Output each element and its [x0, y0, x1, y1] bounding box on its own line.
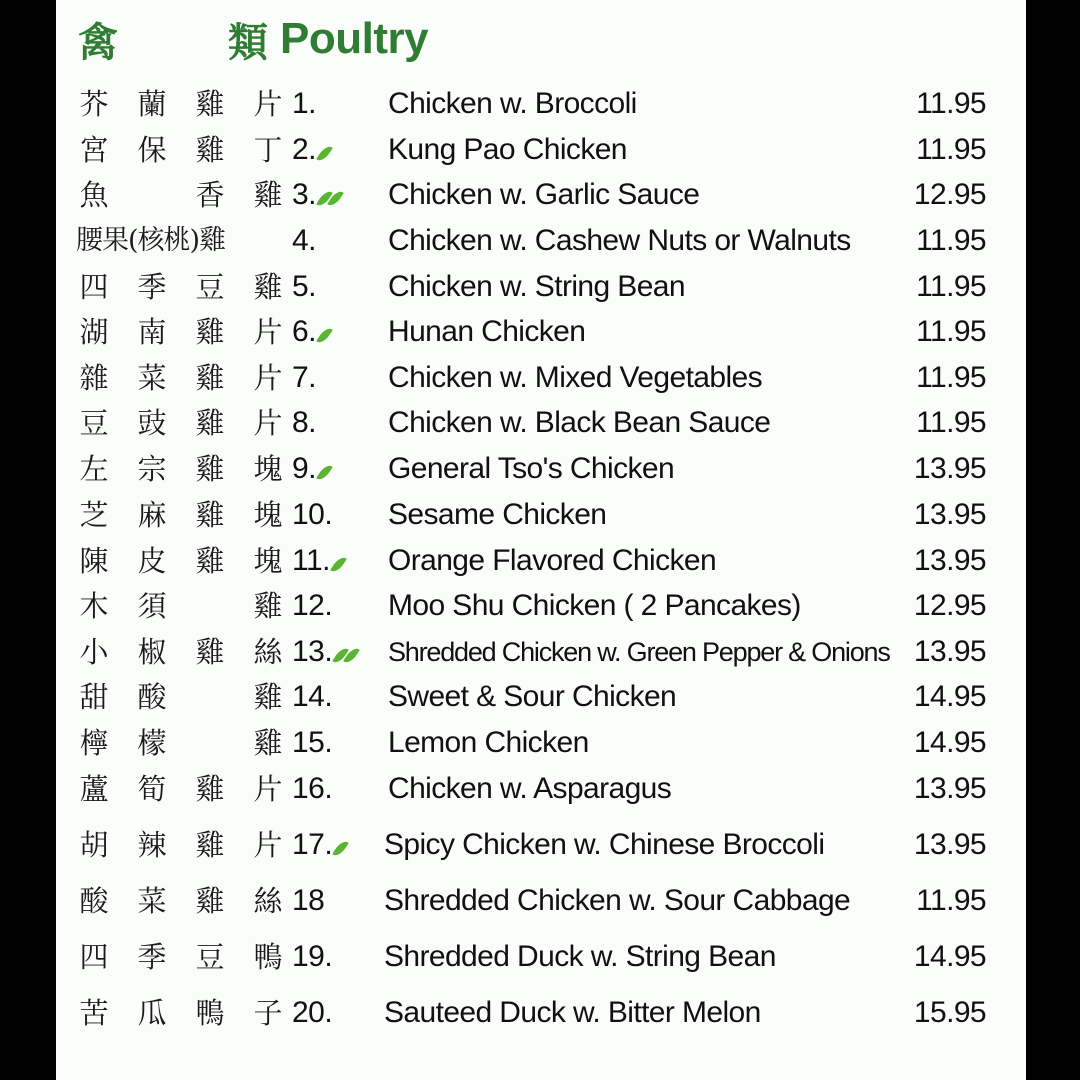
- zh-char: 菜: [137, 884, 167, 918]
- menu-item-zh-name: [76, 588, 286, 624]
- zh-char: 雞: [195, 544, 225, 578]
- zh-char: 鴨: [195, 996, 225, 1030]
- menu-item-row: [56, 584, 1026, 628]
- menu-item-number: [292, 358, 316, 398]
- zh-char: [192, 725, 228, 761]
- menu-item-row: [56, 721, 1026, 765]
- zh-char: 蘆: [79, 772, 109, 806]
- menu-item-row: [56, 879, 1026, 923]
- spicy-pepper-icon: [316, 463, 333, 480]
- menu-item-row: [56, 823, 1026, 867]
- menu-item-price: 15.95: [913, 996, 986, 1029]
- menu-item-row: [56, 82, 1026, 126]
- menu-item-row: [56, 265, 1026, 309]
- zh-char: 雞: [195, 452, 225, 486]
- zh-char: 芝: [79, 498, 109, 532]
- menu-item-name: Chicken w. Asparagus: [388, 772, 672, 805]
- zh-char: 木: [79, 589, 109, 623]
- menu-item-zh-name: [76, 995, 286, 1031]
- zh-char: 豆: [195, 940, 225, 974]
- menu-item-row: [56, 356, 1026, 400]
- menu-item-row: [56, 493, 1026, 537]
- menu-item-price: 13.95: [913, 498, 986, 531]
- menu-item-zh-name: [76, 132, 286, 168]
- menu-item-zh-name: [76, 451, 286, 487]
- menu-item-zh-name: [76, 314, 286, 350]
- zh-char: 雞: [253, 270, 283, 304]
- zh-char: 雞: [195, 635, 225, 669]
- menu-item-price: 11.95: [916, 315, 986, 348]
- menu-item-number: [292, 84, 316, 124]
- menu-item-name: Spicy Chicken w. Chinese Broccoli: [384, 828, 825, 861]
- zh-char: 雞: [253, 178, 283, 212]
- menu-item-name: Hunan Chicken: [388, 315, 586, 348]
- menu-item-number: [292, 221, 316, 261]
- menu-item-zh-name: [76, 269, 286, 305]
- spicy-pepper-icon: [316, 144, 333, 161]
- zh-char: 四: [79, 940, 109, 974]
- zh-char: 左: [79, 452, 109, 486]
- menu-item-number: [292, 541, 343, 581]
- item-number-text: 10.: [292, 498, 333, 531]
- menu-item-price: 13.95: [913, 828, 986, 861]
- menu-item-price: 13.95: [913, 772, 986, 805]
- zh-char: 雞: [195, 884, 225, 918]
- item-number-text: 9.: [292, 452, 317, 485]
- section-header: [78, 4, 428, 74]
- menu-item-row: [56, 767, 1026, 811]
- menu-item-zh-name: [76, 771, 286, 807]
- zh-char: 皮: [137, 544, 167, 578]
- zh-char: 塊: [253, 452, 283, 486]
- zh-char: 小: [79, 635, 109, 669]
- menu-item-row: [56, 539, 1026, 583]
- menu-item-zh-name: [76, 634, 286, 670]
- menu-item-price: 11.95: [916, 133, 986, 166]
- menu-item-number: [292, 312, 329, 352]
- menu-item-row: [56, 128, 1026, 172]
- menu-item-name: General Tso's Chicken: [388, 452, 675, 485]
- zh-char: 雞: [195, 133, 225, 167]
- zh-char: 塊: [253, 544, 283, 578]
- menu-item-zh-name: [76, 543, 286, 579]
- menu-item-row: [56, 991, 1026, 1035]
- menu-item-row: [56, 219, 1026, 263]
- zh-char: 雞: [253, 589, 283, 623]
- menu-item-price: 11.95: [916, 87, 986, 120]
- zh-char: 片: [253, 315, 283, 349]
- menu-item-price: 11.95: [916, 884, 986, 917]
- zh-char: 雜: [79, 361, 109, 395]
- zh-char: 魚: [79, 178, 109, 212]
- zh-char: 保: [137, 133, 167, 167]
- zh-char: 雞: [195, 87, 225, 121]
- zh-char: 四: [79, 270, 109, 304]
- menu-item-price: 11.95: [916, 406, 986, 439]
- menu-item-name: Chicken w. Mixed Vegetables: [388, 361, 763, 394]
- menu-item-zh-name: [76, 177, 286, 213]
- menu-item-zh-name: [76, 679, 286, 715]
- menu-item-zh-name: [76, 405, 286, 441]
- item-number-text: 1.: [292, 87, 317, 120]
- menu-item-name: Chicken w. Broccoli: [388, 87, 637, 120]
- zh-char: 雞: [195, 361, 225, 395]
- menu-item-row: [56, 675, 1026, 719]
- menu-item-row: [56, 310, 1026, 354]
- item-number-text: 13.: [292, 635, 333, 668]
- item-number-text: 14.: [292, 680, 333, 713]
- menu-item-name: Shredded Chicken w. Sour Cabbage: [384, 884, 851, 917]
- zh-char: [192, 679, 228, 715]
- menu-item-price: 11.95: [916, 270, 986, 303]
- zh-char: 須: [137, 589, 167, 623]
- zh-char: 雞: [195, 828, 225, 862]
- menu-item-number: [292, 769, 332, 809]
- menu-item-number: [292, 881, 324, 921]
- zh-char: 蘭: [137, 87, 167, 121]
- zh-char: 宗: [137, 452, 167, 486]
- zh-char: 片: [253, 406, 283, 440]
- menu-item-name: Lemon Chicken: [388, 726, 589, 759]
- item-number-text: 17.: [292, 828, 333, 861]
- menu-item-name: Chicken w. String Bean: [388, 270, 685, 303]
- zh-char: 宮: [79, 133, 109, 167]
- zh-char: [134, 177, 170, 213]
- menu-item-number: [292, 825, 345, 865]
- menu-item-name: Orange Flavored Chicken: [388, 544, 717, 577]
- menu-item-name: Chicken w. Garlic Sauce: [388, 178, 700, 211]
- menu-item-price: 12.95: [913, 589, 986, 622]
- menu-item-price: 13.95: [913, 544, 986, 577]
- menu-item-price: 12.95: [913, 178, 986, 211]
- zh-char: 雞: [195, 498, 225, 532]
- menu-item-zh-name: [76, 883, 286, 919]
- item-number-text: 19.: [292, 940, 333, 973]
- zh-char: 鴨: [253, 940, 283, 974]
- zh-char: 豆: [195, 270, 225, 304]
- menu-item-number: [292, 130, 329, 170]
- menu-item-number: [292, 677, 332, 717]
- item-number-text: 3.: [292, 178, 317, 211]
- item-number-text: 4.: [292, 224, 317, 257]
- item-number-text: 5.: [292, 270, 317, 303]
- zh-char: 片: [253, 361, 283, 395]
- menu-item-price: 14.95: [913, 726, 986, 759]
- zh-char: 雞: [253, 726, 283, 760]
- menu-item-name: Kung Pao Chicken: [388, 133, 627, 166]
- menu-item-zh-name: [76, 497, 286, 533]
- zh-char: 椒: [137, 635, 167, 669]
- zh-char: 筍: [137, 772, 167, 806]
- item-number-text: 16.: [292, 772, 333, 805]
- menu-item-number: [292, 632, 356, 672]
- menu-item-row: [56, 173, 1026, 217]
- menu-item-name: Sesame Chicken: [388, 498, 607, 531]
- zh-char: 丁: [253, 133, 283, 167]
- item-number-text: 20.: [292, 996, 333, 1029]
- zh-char: 湖: [79, 315, 109, 349]
- zh-char: 腰果(核桃)雞: [76, 225, 226, 256]
- zh-char: 香: [195, 178, 225, 212]
- zh-char: 絲: [253, 884, 283, 918]
- zh-char: 胡: [79, 828, 109, 862]
- spicy-pepper-icon: [330, 555, 347, 572]
- menu-item-price: 14.95: [913, 940, 986, 973]
- spicy-pepper-icon: [332, 839, 349, 856]
- menu-item-row: [56, 630, 1026, 674]
- zh-char: 陳: [79, 544, 109, 578]
- menu-item-number: [292, 723, 332, 763]
- item-number-text: 7.: [292, 361, 317, 394]
- item-number-text: 6.: [292, 315, 317, 348]
- section-title-zh-1: 禽: [78, 18, 118, 66]
- item-number-text: 12.: [292, 589, 333, 622]
- menu-item-name: Sweet & Sour Chicken: [388, 680, 677, 713]
- menu-item-name: Chicken w. Cashew Nuts or Walnuts: [388, 224, 851, 257]
- menu-item-name: Sauteed Duck w. Bitter Melon: [384, 996, 761, 1029]
- spicy-pepper-icon: [316, 326, 333, 343]
- menu-item-number: [292, 175, 340, 215]
- zh-char: 酸: [137, 680, 167, 714]
- zh-char: 季: [137, 270, 167, 304]
- menu-item-price: 13.95: [913, 635, 986, 668]
- zh-char: 甜: [79, 680, 109, 714]
- section-title-en: Poultry: [280, 14, 429, 63]
- menu-item-zh-name: [76, 725, 286, 761]
- item-number-text: 8.: [292, 406, 317, 439]
- menu-item-number: [292, 495, 332, 535]
- zh-char: 季: [137, 940, 167, 974]
- menu-page: [56, 0, 1026, 1080]
- menu-item-number: [292, 937, 332, 977]
- menu-item-price: 11.95: [916, 361, 986, 394]
- menu-item-zh-name: [76, 86, 286, 122]
- menu-item-number: [292, 403, 316, 443]
- zh-char: 片: [253, 828, 283, 862]
- item-number-text: 2.: [292, 133, 317, 166]
- zh-char: 雞: [253, 680, 283, 714]
- zh-char: 豉: [137, 406, 167, 440]
- menu-item-name: Shredded Chicken w. Green Pepper & Onions: [388, 637, 890, 667]
- item-number-text: 15.: [292, 726, 333, 759]
- zh-char: [192, 588, 228, 624]
- menu-item-zh-name: [76, 223, 286, 259]
- menu-item-name: Moo Shu Chicken ( 2 Pancakes): [388, 589, 801, 622]
- zh-char: 子: [253, 996, 283, 1030]
- zh-char: 瓜: [137, 996, 167, 1030]
- zh-char: 檬: [137, 726, 167, 760]
- menu-item-zh-name: [76, 827, 286, 863]
- zh-char: 豆: [79, 406, 109, 440]
- menu-item-row: [56, 447, 1026, 491]
- zh-char: 雞: [195, 406, 225, 440]
- menu-item-row: [56, 401, 1026, 445]
- menu-item-row: [56, 935, 1026, 979]
- section-title-zh-2: 類: [228, 18, 268, 66]
- zh-char: 片: [253, 87, 283, 121]
- zh-char: 麻: [137, 498, 167, 532]
- zh-char: 苦: [79, 996, 109, 1030]
- menu-item-name: Shredded Duck w. String Bean: [384, 940, 776, 973]
- zh-char: 酸: [79, 884, 109, 918]
- menu-item-price: 11.95: [916, 224, 986, 257]
- menu-item-number: [292, 449, 329, 489]
- menu-item-price: 14.95: [913, 680, 986, 713]
- zh-char: 菜: [137, 361, 167, 395]
- item-number-text: 18: [292, 884, 325, 917]
- zh-char: 雞: [195, 315, 225, 349]
- menu-item-number: [292, 267, 316, 307]
- zh-char: 塊: [253, 498, 283, 532]
- menu-item-zh-name: [76, 939, 286, 975]
- zh-char: 芥: [79, 87, 109, 121]
- zh-char: 片: [253, 772, 283, 806]
- menu-item-name: Chicken w. Black Bean Sauce: [388, 406, 771, 439]
- zh-char: 絲: [253, 635, 283, 669]
- item-number-text: 11.: [292, 544, 330, 577]
- menu-item-number: [292, 586, 332, 626]
- zh-char: 南: [137, 315, 167, 349]
- zh-char: 雞: [195, 772, 225, 806]
- menu-item-number: [292, 993, 332, 1033]
- menu-item-price: 13.95: [913, 452, 986, 485]
- zh-char: 辣: [137, 828, 167, 862]
- menu-item-zh-name: [76, 360, 286, 396]
- zh-char: 檸: [79, 726, 109, 760]
